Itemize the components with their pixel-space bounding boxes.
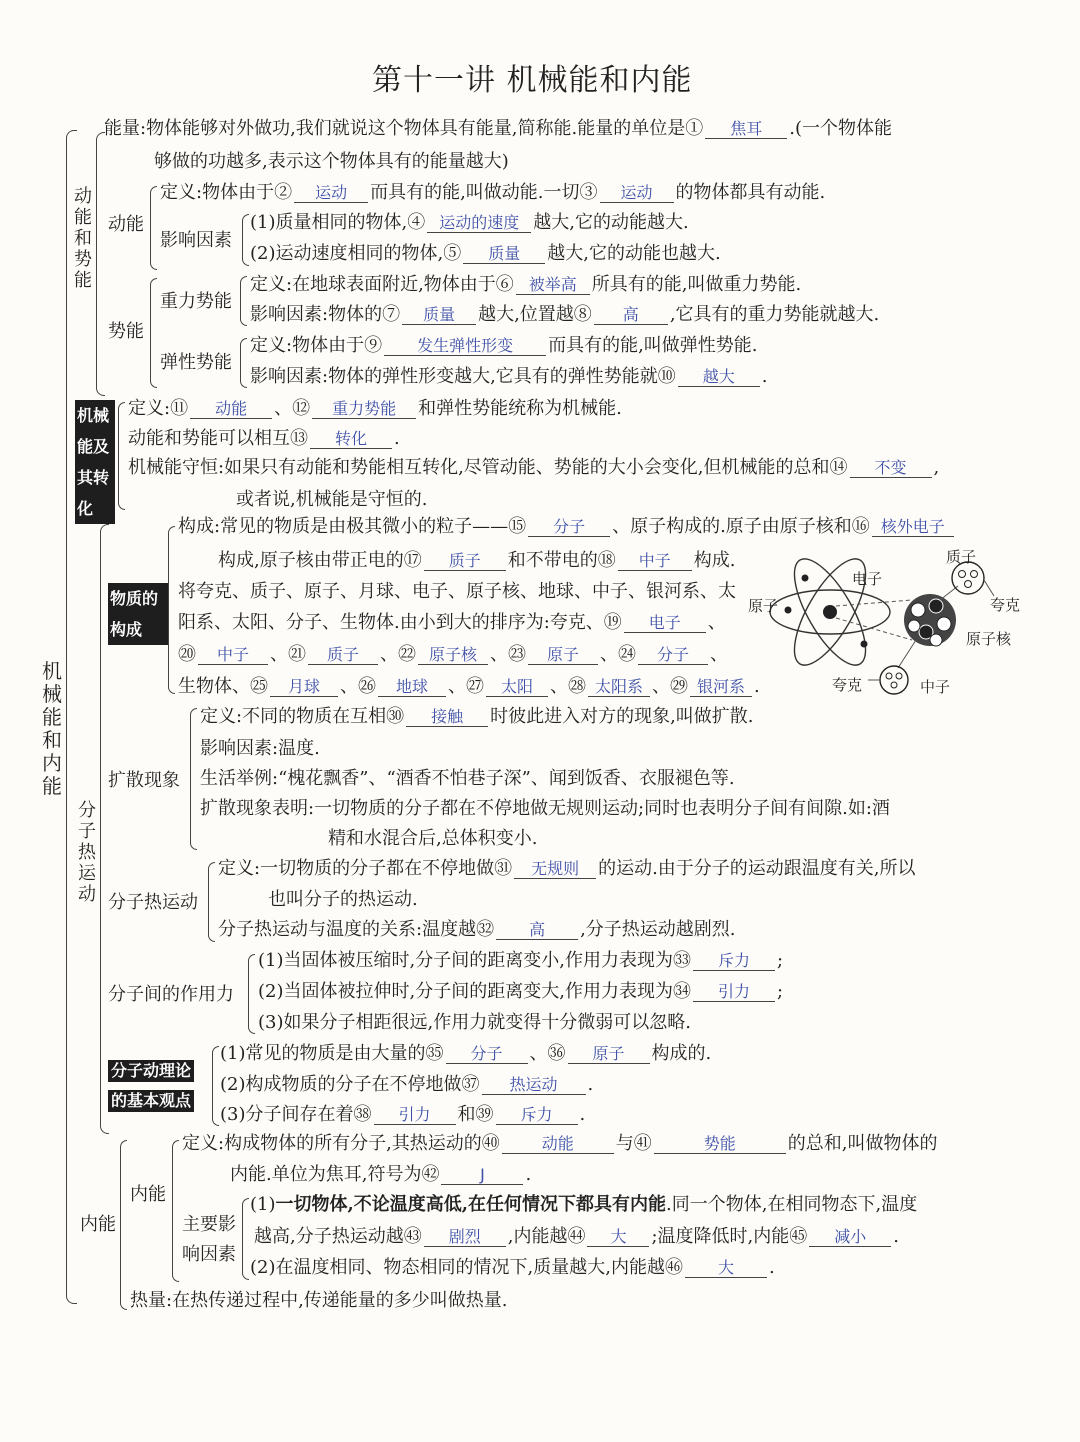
energy-def-line1: 能量:物体能够对外做功,我们就说这个物体具有能量,简称能.能量的单位是① 焦耳 .(一个物体能: [104, 118, 892, 139]
force-3: (3)如果分子相距很远,作用力就变得十分微弱可以忽略.: [258, 1012, 691, 1033]
kinetic-label: 动能: [108, 214, 144, 235]
nucleus-icon: [904, 594, 956, 646]
thermal-motion-label: 分子热运动: [108, 892, 198, 913]
kinetic-factor-label: 影响因素: [160, 230, 232, 251]
force-brace: [248, 954, 255, 1034]
internal-factor-1b: 越高,分子热运动越㊸ 剧烈 ,内能越㊹ 大 ;温度降低时,内能㊺ 减小 .: [254, 1226, 899, 1247]
blank-23[interactable]: 原子: [528, 646, 598, 665]
diffusion-def: 定义:不同的物质在互相㉚ 接触 时彼此进入对方的现象,叫做扩散.: [200, 706, 754, 727]
kinetic-factor-1: (1)质量相同的物体,④ 运动的速度 越大,它的动能越大.: [250, 212, 689, 233]
theory-brace: [212, 1046, 219, 1126]
blank-27[interactable]: 太阳: [486, 678, 548, 697]
force-1: (1)当固体被压缩时,分子间的距离变小,作用力表现为㉝ 斥力 ;: [258, 950, 784, 971]
gravitational-pe-label: 重力势能: [160, 291, 232, 312]
diffusion-example: 生活举例:“槐花飘香”、“酒香不怕巷子深”、闻到饭香、衣服褪色等.: [200, 768, 735, 789]
internal-def-2: 内能.单位为焦耳,符号为㊷ J .: [230, 1164, 532, 1185]
internal-factor-brace: [242, 1198, 249, 1280]
composition-line1: 构成:常见的物质是由极其微小的粒子——⑮ 分子 、原子构成的.原子由原子核和⑯ 核外电子: [178, 518, 956, 537]
blank-35[interactable]: 分子: [446, 1045, 528, 1064]
blank-45[interactable]: 减小: [809, 1228, 891, 1247]
epe-brace: [240, 338, 247, 388]
blank-14[interactable]: 不变: [850, 459, 932, 478]
order-line2: 阳系、太阳、分子、生物体.由小到大的排序为:夸克、⑲ 电子 、: [178, 612, 726, 633]
thermal-relation: 分子热运动与温度的关系:温度越㉜ 高 ,分子热运动越剧烈.: [218, 919, 736, 940]
blank-25[interactable]: 月球: [270, 678, 338, 697]
diffusion-brace: [190, 708, 197, 850]
kinetic-factor-2: (2)运动速度相同的物体,⑤ 质量 越大,它的动能也越大.: [250, 243, 721, 264]
kinetic-theory-tag-2: 的基本观点: [108, 1090, 194, 1112]
neutron-icon: [880, 666, 908, 694]
thermal-brace: [208, 862, 215, 942]
blank-31[interactable]: 无规则: [514, 860, 596, 879]
theory-2: (2)构成物质的分子在不停地做㊲ 热运动 .: [220, 1074, 594, 1095]
blank-11[interactable]: 动能: [190, 400, 272, 419]
blank-7[interactable]: 质量: [402, 306, 476, 325]
blank-21[interactable]: 质子: [308, 646, 378, 665]
internal-factor-1: (1)一切物体,不论温度高低,在任何情况下都具有内能.同一个物体,在相同物态下,温度: [250, 1194, 918, 1215]
energy-def-line2: 够做的功越多,表示这个物体具有的能量越大): [154, 151, 509, 172]
kinetic-factor-brace: [242, 214, 249, 266]
blank-40[interactable]: 动能: [502, 1135, 614, 1154]
theory-1: (1)常见的物质是由大量的㉟ 分子 、㊱ 原子 构成的.: [220, 1043, 712, 1064]
blank-22[interactable]: 原子核: [418, 646, 488, 665]
blank-5[interactable]: 质量: [463, 245, 545, 264]
blank-36[interactable]: 原子: [568, 1045, 650, 1064]
diffusion-shows-1: 扩散现象表明:一切物质的分子都在不停地做无规则运动;同时也表明分子间有间隙.如:酒: [200, 798, 890, 819]
diffusion-shows-2: 精和水混合后,总体积变小.: [328, 828, 538, 849]
matter-composition-tag: 物质的构成: [108, 583, 168, 645]
blank-18[interactable]: 中子: [618, 552, 692, 571]
blank-13[interactable]: 转化: [310, 430, 392, 449]
potential-label: 势能: [108, 321, 144, 342]
blank-46[interactable]: 大: [685, 1259, 767, 1278]
elastic-pe-label: 弹性势能: [160, 352, 232, 373]
diagram-label-atom: 原子: [748, 597, 779, 615]
s2-brace: [118, 402, 125, 510]
blank-33[interactable]: 斥力: [693, 952, 775, 971]
blank-44[interactable]: 大: [587, 1228, 649, 1247]
s4-brace: [120, 1140, 127, 1310]
root-label: 机械能和内能: [42, 659, 62, 798]
blank-17[interactable]: 质子: [424, 552, 506, 571]
order-line1: 将夸克、质子、原子、月球、电子、原子核、地球、中子、银河系、太: [178, 581, 736, 602]
matter-brace: [168, 526, 175, 694]
diagram-label-proton: 质子: [946, 548, 977, 566]
page-title: 第十一讲 机械能和内能: [372, 63, 693, 98]
blank-10[interactable]: 越大: [678, 368, 760, 387]
kinetic-def: 定义:物体由于② 运动 而具有的能,叫做动能.一切③ 运动 的物体都具有动能.: [160, 182, 826, 203]
internal-brace: [172, 1140, 179, 1282]
blank-4[interactable]: 运动的速度: [427, 214, 531, 233]
blank-6[interactable]: 被举高: [516, 276, 590, 295]
diagram-label-nucleus: 原子核: [966, 630, 1012, 648]
blank-32[interactable]: 高: [496, 921, 578, 940]
gpe-def: 定义:在地球表面附近,物体由于⑥ 被举高 所具有的能,叫做重力势能.: [250, 274, 802, 295]
thermal-def: 定义:一切物质的分子都在不停地做㉛ 无规则 的运动.由于分子的运动跟温度有关,所以: [218, 858, 916, 879]
order-line3: ⑳ 中子 、㉑ 质子 、㉒ 原子核 、㉓ 原子 、㉔ 分子 、: [178, 644, 728, 665]
gpe-factor: 影响因素:物体的⑦ 质量 越大,位置越⑧ 高 ,它具有的重力势能就越大.: [250, 304, 880, 325]
thermal-def-2: 也叫分子的热运动.: [268, 889, 418, 910]
blank-1[interactable]: 焦耳: [705, 120, 787, 139]
section-internal-energy-label: 内能: [80, 1214, 116, 1235]
blank-9[interactable]: 发生弹性形变: [384, 337, 546, 356]
mechanical-conversion: 动能和势能可以相互⑬ 转化 .: [128, 428, 400, 449]
blank-16[interactable]: 核外电子: [872, 518, 954, 537]
epe-def: 定义:物体由于⑨ 发生弹性形变 而具有的能,叫做弹性势能.: [250, 335, 758, 356]
potential-brace: [150, 278, 157, 388]
internal-factor-label-1: 主要影: [182, 1214, 236, 1235]
internal-energy-sub-label: 内能: [130, 1184, 166, 1205]
heat-definition: 热量:在热传递过程中,传递能量的多少叫做热量.: [130, 1290, 508, 1311]
force-2: (2)当固体被拉伸时,分子间的距离变大,作用力表现为㉞ 引力 ;: [258, 981, 784, 1002]
diagram-label-quark-left: 夸克: [832, 676, 863, 694]
internal-factor-label-2: 响因素: [182, 1244, 236, 1265]
blank-2[interactable]: 运动: [294, 184, 368, 203]
diffusion-factor: 影响因素:温度.: [200, 738, 320, 759]
mechanical-energy-tag: 机械能及其转化: [75, 400, 115, 524]
blank-28[interactable]: 太阳系: [588, 678, 650, 697]
intermolecular-force-label: 分子间的作用力: [108, 984, 234, 1005]
diagram-label-neutron: 中子: [920, 678, 951, 696]
mechanical-conservation-2: 或者说,机械能是守恒的.: [236, 489, 428, 510]
blank-15[interactable]: 分子: [528, 518, 610, 537]
internal-factor-2: (2)在温度相同、物态相同的情况下,质量越大,内能越㊻ 大 .: [250, 1257, 775, 1278]
blank-38[interactable]: 引力: [374, 1106, 456, 1125]
blank-37[interactable]: 热运动: [482, 1076, 586, 1095]
root-brace: [66, 130, 77, 1304]
blank-30[interactable]: 接触: [406, 708, 488, 727]
diagram-label-quark-right: 夸克: [990, 596, 1021, 614]
section-kinetic-potential-label: 动能和势能: [74, 186, 92, 291]
kinetic-theory-tag-1: 分子动理论: [108, 1060, 194, 1082]
blank-20[interactable]: 中子: [198, 646, 268, 665]
blank-34[interactable]: 引力: [693, 983, 775, 1002]
order-line4: 生物体、㉕ 月球 、㉖ 地球 、㉗ 太阳 、㉘ 太阳系 、㉙ 银河系 .: [178, 676, 760, 697]
epe-factor: 影响因素:物体的弹性形变越大,它具有的弹性势能就⑩ 越大 .: [250, 366, 768, 387]
blank-41[interactable]: 势能: [654, 1135, 786, 1154]
theory-3: (3)分子间存在着㊳ 引力 和㊴ 斥力 .: [220, 1104, 586, 1125]
blank-26[interactable]: 地球: [378, 678, 446, 697]
diagram-label-electron: 电子: [852, 570, 883, 588]
blank-29[interactable]: 银河系: [690, 678, 752, 697]
blank-24[interactable]: 分子: [638, 646, 708, 665]
blank-42[interactable]: J: [441, 1166, 523, 1185]
composition-line2: 构成,原子核由带正电的⑰ 质子 和不带电的⑱ 中子 构成.: [218, 550, 736, 571]
blank-12[interactable]: 重力势能: [312, 400, 416, 419]
s1-brace: [96, 132, 105, 396]
section-molecular-motion-label: 分子热运动: [78, 800, 96, 905]
blank-3[interactable]: 运动: [600, 184, 674, 203]
blank-19[interactable]: 电子: [624, 614, 706, 633]
atom-diagram: [740, 540, 1050, 700]
internal-def: 定义:构成物体的所有分子,其热运动的㊵ 动能 与㊶ 势能 的总和,叫做物体的: [182, 1133, 938, 1154]
blank-8[interactable]: 高: [594, 306, 668, 325]
kinetic-brace: [150, 186, 157, 270]
diffusion-label: 扩散现象: [108, 770, 180, 791]
mechanical-conservation: 机械能守恒:如果只有动能和势能相互转化,尽管动能、势能的大小会变化,但机械能的总和⑭ 不变 ,: [128, 457, 940, 478]
blank-43[interactable]: 剧烈: [424, 1228, 506, 1247]
blank-39[interactable]: 斥力: [496, 1106, 578, 1125]
mechanical-def: 定义:⑪ 动能 、⑫ 重力势能 和弹性势能统称为机械能.: [128, 398, 622, 419]
gpe-brace: [240, 276, 247, 326]
